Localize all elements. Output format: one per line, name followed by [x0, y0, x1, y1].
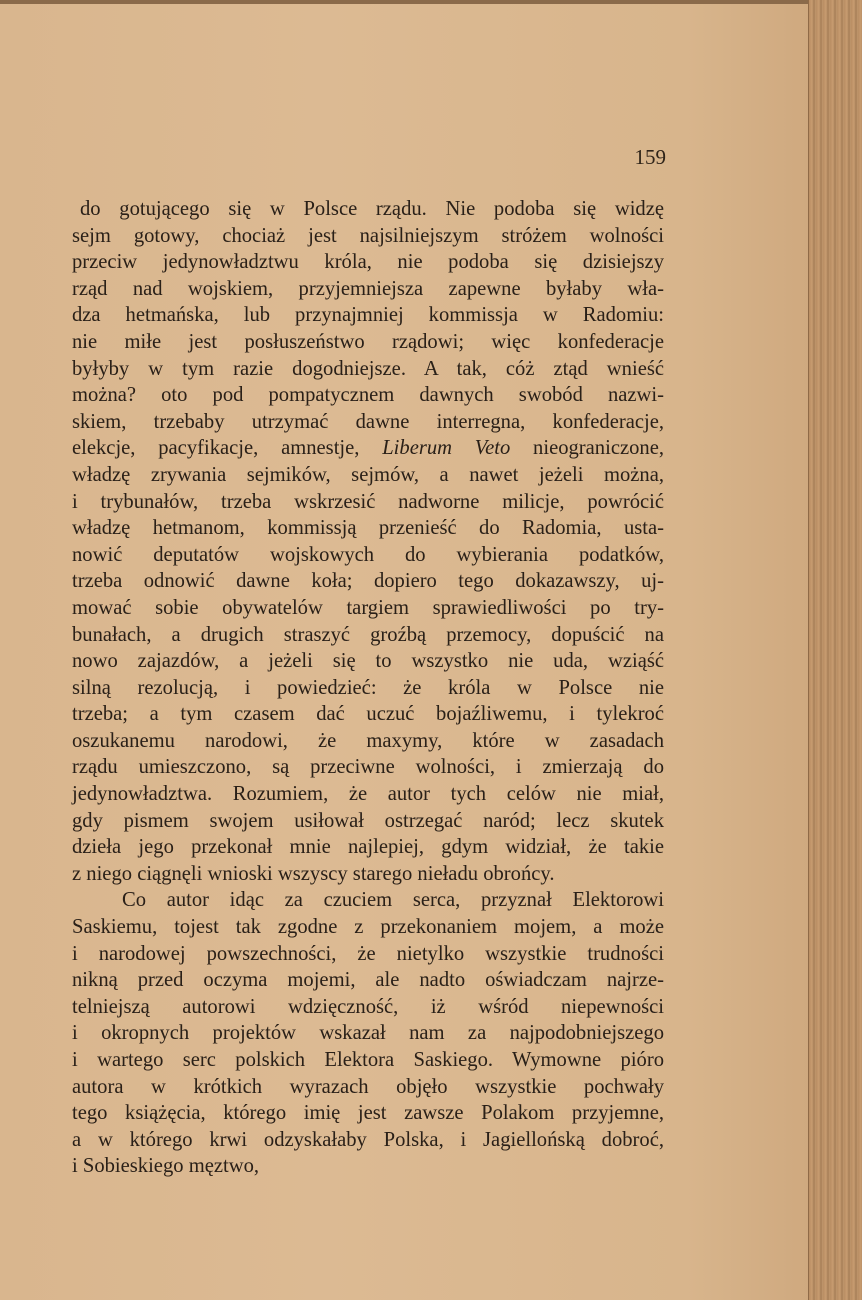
text-line: Co autor idąc za czuciem serca, przyznał Elektorowi	[122, 889, 664, 912]
text-line: telniejszą autorowi wdzięczność, iż wśród niepewności	[72, 995, 664, 1018]
page-number: 159	[634, 145, 666, 169]
text-line: do gotującego się w Polsce rządu. Nie podoba się widzę	[80, 198, 664, 220]
text-line: przeciw jedynowładztwu króla, nie podoba się dzisiejszy	[72, 251, 664, 274]
text-line: Saskiemu, tojest tak zgodne z przekonaniem mojem, a może	[72, 916, 664, 939]
text-run: nieograniczone,	[510, 437, 664, 460]
text-line: i wartego serc polskich Elektora Saskiego. Wymowne pióro	[72, 1049, 664, 1071]
text-line: silną rezolucją, i powiedzieć: że króla w Polsce nie	[72, 676, 664, 699]
text-line: oszukanemu narodowi, że maxymy, które w zasadach	[72, 729, 664, 752]
text-run: elekcje, pacyfikacje, amnestje,	[72, 437, 383, 460]
text-line: i trybunałów, trzeba wskrzesić nadworne milicje, powrócić	[72, 490, 664, 513]
text-line: mować sobie obywatelów targiem sprawiedliwości po try-	[72, 596, 664, 619]
text-line: można? oto pod pompatycznem dawnych swobód nazwi-	[72, 384, 664, 407]
italic-term: Liberum Veto	[382, 437, 511, 460]
text-line: nie miłe jest posłuszeństwo rządowi; więc konfederacje	[72, 330, 664, 353]
page-stack-edge	[808, 0, 862, 1300]
text-line: byłyby w tym razie dogodniejsze. A tak, cóż ztąd wnieść	[72, 357, 664, 380]
text-line: i Sobieskiego męztwo,	[72, 1155, 260, 1178]
text-line: nikną przed oczyma mojemi, ale nadto oświadczam najrze-	[72, 969, 664, 992]
text-line: władzę zrywania sejmików, sejmów, a nawet jeżeli można,	[72, 463, 664, 486]
text-line: trzeba; a tym czasem dać uczuć bojaźliwemu, i tylekroć	[72, 703, 664, 726]
text-line: autora w krótkich wyrazach objęło wszystkie pochwały	[72, 1075, 664, 1098]
text-line: i okropnych projektów wskazał nam za najpodobniejszego	[72, 1022, 664, 1045]
page-top-edge	[0, 0, 808, 4]
text-line: rządu umieszczono, są przeciwne wolności, i zmierzają do	[72, 756, 664, 779]
body-text	[72, 196, 664, 1180]
text-line: tego książęcia, którego imię jest zawsze Polakom przyjemne,	[72, 1102, 664, 1125]
text-line: dza hetmańska, lub przynajmniej kommissja w Radomiu:	[72, 304, 664, 327]
text-line: bunałach, a drugich straszyć groźbą przemocy, dopuścić na	[72, 623, 664, 646]
text-line: skiem, trzebaby utrzymać dawne interregna, konfederacje,	[72, 410, 664, 433]
text-line: dzieła jego przekonał mnie najlepiej, gdym widział, że takie	[72, 836, 664, 859]
text-line: i narodowej powszechności, że nietylko wszystkie trudności	[72, 942, 664, 965]
text-line	[72, 435, 664, 462]
text-line: nowo zajazdów, a jeżeli się to wszystko nie uda, wziąść	[72, 650, 664, 673]
text-line: z niego ciągnęli wnioski wszyscy starego nieładu obrońcy.	[72, 862, 555, 885]
text-line: trzeba odnowić dawne koła; dopiero tego dokazawszy, uj-	[72, 570, 664, 593]
text-line: władzę hetmanom, kommissją przenieść do Radomia, usta-	[72, 517, 664, 540]
text-line: sejm gotowy, chociaż jest najsilniejszym stróżem wolności	[72, 224, 664, 247]
text-line: rząd nad wojskiem, przyjemniejsza zapewne byłaby wła-	[72, 277, 664, 300]
text-line: jedynowładztwa. Rozumiem, że autor tych celów nie miał,	[72, 783, 664, 806]
text-line: gdy pismem swojem usiłował ostrzegać naród; lecz skutek	[72, 809, 664, 832]
text-line: a w którego krwi odzyskałaby Polska, i Jagiellońską dobroć,	[72, 1128, 664, 1151]
text-line: nowić deputatów wojskowych do wybierania podatków,	[72, 543, 664, 566]
